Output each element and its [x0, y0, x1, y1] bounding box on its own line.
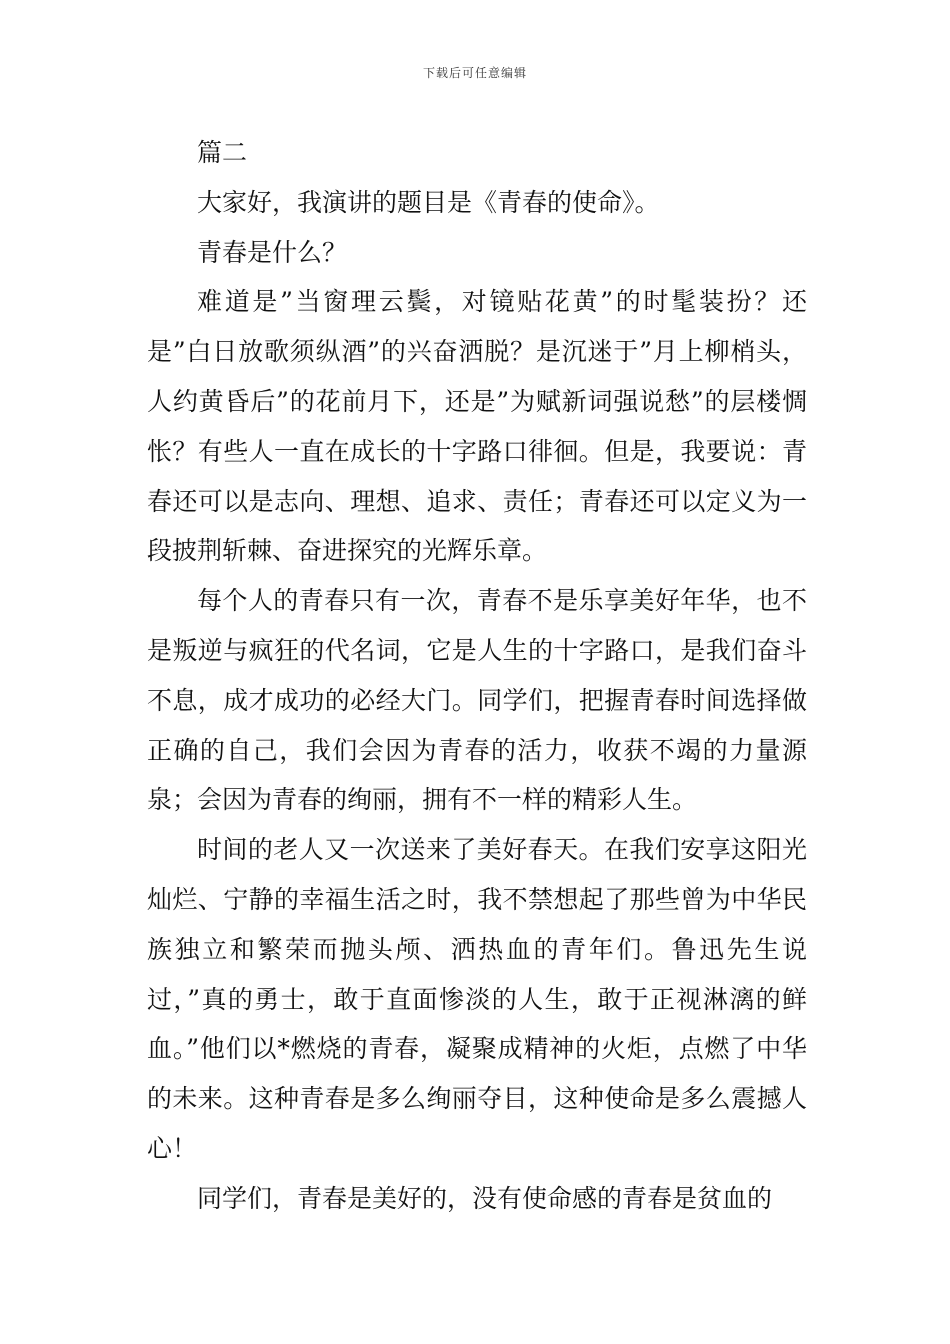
paragraph: 每个人的青春只有一次，青春不是乐享美好年华，也不是叛逆与疯狂的代名词，它是人生的十字路口，是我们奋斗不息，成才成功的必经大门。同学们，把握青春时间选择做正确的自己，我们会因为青春的活力，收获不竭的力量源泉；会因为青春的绚丽，拥有不一样的精彩人生。 [147, 586, 807, 815]
paragraph: 时间的老人又一次送来了美好春天。在我们安享这阳光灿烂、宁静的幸福生活之时，我不禁想起了那些曾为中华民族独立和繁荣而抛头颅、洒热血的青年们。鲁迅先生说过，”真的勇士，敢于直面惨淡的人生，敢于正视淋漓的鲜血。”他们以*燃烧的青春，凝聚成精神的火炬，点燃了中华的未来。这种青春是多么绚丽夺目，这种使命是多么震撼人心！ [147, 835, 807, 1163]
paragraph: 同学们，青春是美好的，没有使命感的青春是贫血的 [197, 1183, 773, 1213]
page-header: 下载后可任意编辑 [422, 66, 527, 80]
paragraph: 难道是”当窗理云鬓，对镜贴花黄”的时髦装扮？还是”白日放歌须纵酒”的兴奋洒脱？是沉迷于”月上柳梢头，人约黄昏后”的花前月下，还是”为赋新词强说愁”的层楼惆怅？有些人一直在成长的十字路口徘徊。但是，我要说：青春还可以是志向、理想、追求、责任；青春还可以定义为一段披荆斩棘、奋进探究的光辉乐章。 [147, 287, 807, 566]
paragraph: 青春是什么？ [197, 237, 348, 267]
document-body [147, 128, 807, 1224]
paragraph: 大家好，我演讲的题目是《青春的使命》。 [197, 187, 660, 217]
section-title: 篇二 [197, 138, 248, 167]
